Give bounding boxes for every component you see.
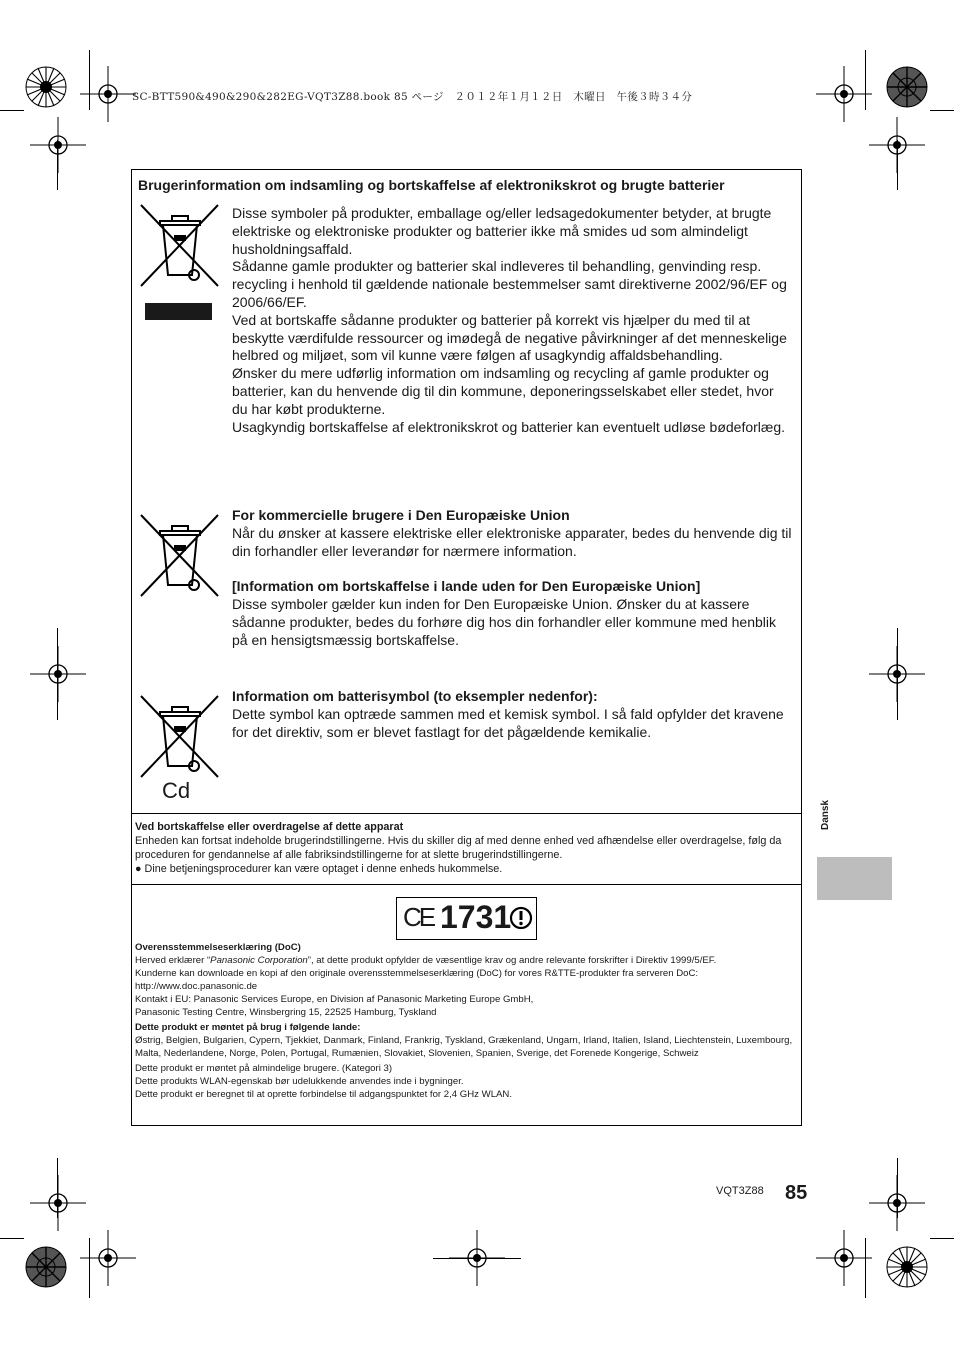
doc-url: http://www.doc.panasonic.de [135, 981, 258, 992]
paragraph: Enheden kan fortsat indeholde brugerindstillingerne. Hvis du skiller dig af med denne enhed ved afhændelse eller overdragelse, følg da proceduren for gendannelse af alle fabriksindstillingerne for at slette brugerindstillingerne. [135, 835, 782, 861]
ce-mark: CE [403, 902, 434, 932]
paragraph: Når du ønsker at kassere elektriske eller elektroniske apparater, bedes du henvende dig til din forhandler eller leverandør for nærmere information. [232, 524, 792, 559]
crossed-bin-icon [138, 694, 222, 780]
page-number: 85 [785, 1182, 808, 1204]
commercial-heading: For kommercielle brugere i Den Europæiske Union [232, 507, 570, 523]
paragraph: Usagkyndig bortskaffelse af elektronikskrot og batterier kan eventuelt udløse bødeforlæg. [232, 418, 786, 435]
weee-info-text [232, 205, 792, 436]
registration-rosette-icon [24, 65, 68, 109]
ce-mark-frame [396, 897, 537, 940]
registration-rosette-icon [885, 1245, 929, 1289]
contact-line: Kontakt i EU: Panasonic Services Europe, en Division af Panasonic Marketing Europe GmbH, [135, 994, 534, 1005]
bullet-item: ● Dine betjeningsprocedurer kan være optaget i denne enheds hukommelse. [135, 863, 503, 875]
paragraph: Ønsker du mere udførlig information om indsamling og recycling af gamle produkter og batterier, kan du henvende dig til din kommune, deponeringsselskabet eller stedet, hvor du har købt produkterne. [232, 365, 774, 417]
language-tab-label: Dansk [820, 800, 831, 831]
disposal-section [135, 820, 797, 876]
crossed-bin-icon [138, 513, 222, 599]
access-point-line: Dette produkt er beregnet til at oprette forbindelse til adgangspunktet for 2,4 GHz WLAN. [135, 1089, 513, 1100]
doc-declaration [135, 954, 797, 967]
doc-download-info: Kunderne kan downloade en kopi af den originale overensstemmelseserklæring (DoC) for vores R&TTE-produkter fra serveren DoC: [135, 968, 699, 979]
solid-bar-mark [145, 303, 212, 320]
paragraph: Sådanne gamle produkter og batterier skal indleveres til behandling, genvinding resp. recycling i henhold til gældende nationale bestemmelser samt direktiverne 2002/96/EF og 2006/66/EF. [232, 258, 787, 310]
countries-list: Østrig, Belgien, Bulgarien, Cypern, Tjekkiet, Danmark, Finland, Frankrig, Tyskland, Grækenland, Ungarn, Irland, Italien, Island, Liechtenstein, Luxembourg, Malta, Nederlandene, Norge, Polen, Portugal, Rumænien, Slovakiet, Slovenien, Spanien, Sverige, det Forenede Kongerige, Schweiz [135, 1035, 793, 1059]
section-divider [131, 813, 802, 814]
language-tab [817, 857, 892, 900]
battery-heading: Information om batterisymbol (to eksempler nedenfor): [232, 688, 598, 704]
notified-body-number: 1731 [440, 899, 512, 935]
paragraph: Dette symbol kan optræde sammen med et kemisk symbol. I så fald opfylder det kravene for det direktiv, som er blevet fastlagt for det pågældende kemikalie. [232, 705, 784, 740]
company-name: Panasonic Corporation [210, 955, 308, 966]
section-divider [131, 884, 802, 885]
paragraph: Disse symboler gælder kun inden for Den Europæiske Union. Ønsker du at kassere sådanne produkter, bedes du forhøre dig hos din forhandler eller kommune med henblik på en hensigtsmæssig bortskaffelse. [232, 595, 776, 648]
crossed-bin-icon [138, 203, 222, 289]
crosshair-icon [30, 646, 86, 702]
outside-eu-heading: [Information om bortskaffelse i lande uden for Den Europæiske Union] [232, 578, 701, 595]
text-fragment: ”, at dette produkt opfylder de væsentlige krav og andre relevante forskrifter i Direktiv 1999/5/EF. [307, 955, 717, 966]
chemical-symbol: Cd [162, 778, 191, 803]
crosshair-icon [30, 117, 86, 173]
paragraph: Disse symboler på produkter, emballage og/eller ledsagedokumenter betyder, at brugte elektriske og elektroniske produkter og batterier ikke må smides ud som almindeligt husholdningsaffald. [232, 205, 772, 257]
battery-info-text [232, 688, 792, 741]
section-title: Brugerinformation om indsamling og bortskaffelse af elektronikskrot og brugte batterier [138, 177, 725, 193]
doc-heading: Overensstemmelseserklæring (DoC) [135, 942, 301, 953]
registration-rosette-icon [24, 1245, 68, 1289]
paragraph: Ved at bortskaffe sådanne produkter og batterier på korrekt vis hjælper du med til at beskytte værdifulde ressourcer og imødegå de negative påvirkninger af det menneskelige helbred og miljøet, som vil kunne være følgen af usagkyndig affaldsbehandling. [232, 311, 787, 364]
print-header: SC-BTT590&490&290&282EG-VQT3Z88.book 85 ページ ２０１２年１月１２日 木曜日 午後３時３４分 [132, 91, 693, 103]
countries-heading: Dette produkt er møntet på brug i følgende lande: [135, 1022, 361, 1033]
text-fragment: Herved erklærer “ [135, 955, 211, 966]
alert-circle-icon [509, 906, 533, 930]
crosshair-icon [816, 66, 872, 122]
crosshair-icon [816, 1230, 872, 1286]
registration-rosette-icon [885, 65, 929, 109]
crosshair-icon [30, 1175, 86, 1231]
category-line: Dette produkt er møntet på almindelige brugere. (Kategori 3) [135, 1063, 393, 1074]
commercial-info-text [232, 507, 792, 649]
disposal-heading: Ved bortskaffelse eller overdragelse af dette apparat [135, 821, 404, 833]
model-code: VQT3Z88 [716, 1185, 764, 1197]
contact-line: Panasonic Testing Centre, Winsbergring 15, 22525 Hamburg, Tyskland [135, 1007, 437, 1018]
wlan-line: Dette produkts WLAN-egenskab bør udelukkende anvendes inde i bygninger. [135, 1076, 464, 1087]
doc-section [135, 941, 797, 1101]
